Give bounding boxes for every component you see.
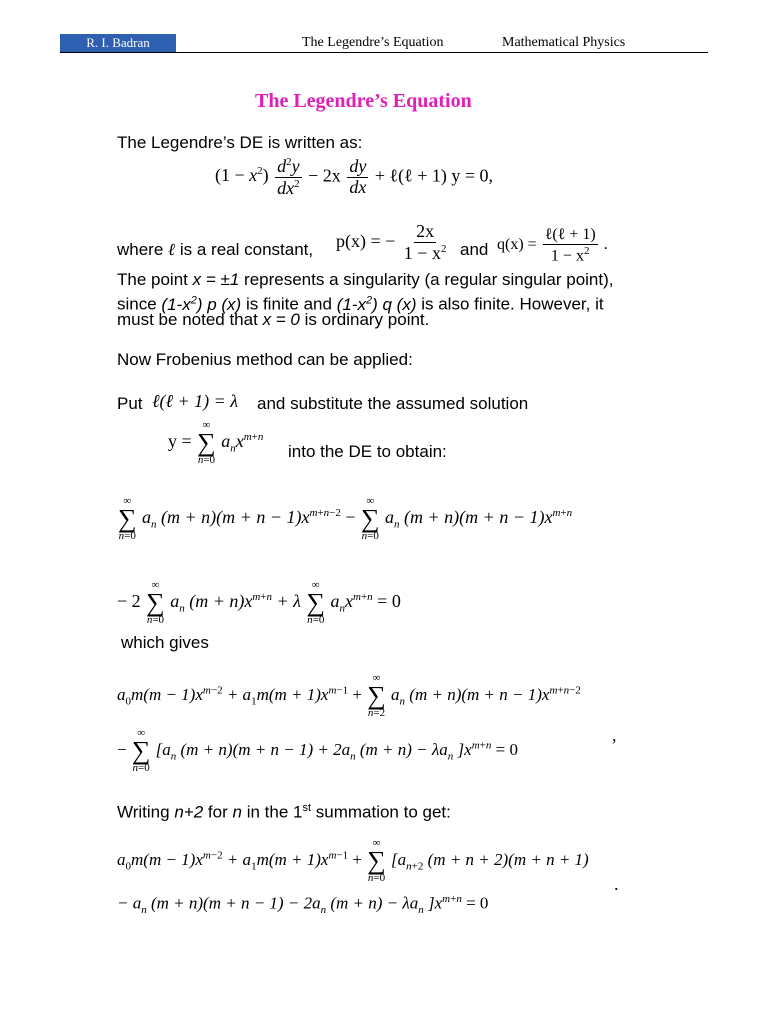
which-gives-text: which gives xyxy=(121,633,209,652)
eq4-comma: , xyxy=(612,725,617,745)
series-equation-4: − ∞ ∑ n=0 [$a_n$ $(m + n)(m + n - 1) + 2a_n$ $(m + n) - \lambda a_n$ ]$x^{m+n} = 0$ xyxy=(117,727,518,774)
series-equation-3: $a_0m(m - 1)x^{m-2} + a_1m(m + 1)x^{m-1}$ + ∞ ∑ n=2 $a_n$ $(m + n)(m + n - 1)x^{m+n-2}$ xyxy=(117,672,581,719)
page-title: The Legendre’s Equation xyxy=(255,90,472,112)
header-author: R. I. Badran xyxy=(60,34,176,52)
singularity-line-2: since $(1-x^2)$ p (x) is finite and $(1-x^2)$ q (x) is also finite. However, it xyxy=(117,294,604,314)
singularity-line-3: must be noted that x = 0 is ordinary point. xyxy=(117,310,430,329)
q-definition: q(x) = $\frac{\text{ℓ(ℓ + 1)}}{1 - x^2}$ . xyxy=(497,226,608,264)
header-subject: Mathematical Physics xyxy=(502,35,626,50)
assumed-solution: y = ∞ ∑ n=0 $a_nx^{m+n}$ xyxy=(168,419,264,466)
series-equation-6: − $a_n$ $(m + n)(m + n - 1) - 2a_n$ $(m + n) - \lambda a_n$ ]$x^{m+n} = 0$ xyxy=(117,893,489,917)
header-rule xyxy=(60,52,708,53)
p-definition: p(x) = − $\frac{2x}{1 - x^2}$ xyxy=(336,221,447,263)
substitute-text: and substitute the assumed solution xyxy=(257,394,529,413)
series-equation-5: $a_0m(m - 1)x^{m-2} + a_1m(m + 1)x^{m-1}$ + ∞ ∑ n=0 [$a_{n+2}$ (m + n + 2)(m + n + 1) xyxy=(117,837,589,884)
series-equation-2: − 2 ∞ ∑ n=0 $a_n$ $(m + n)x^{m+n} + \lambda$ ∞ ∑ n=0 $a_nx^{m+n} = 0$ xyxy=(117,579,401,626)
into-text: into the DE to obtain: xyxy=(288,442,447,461)
singularity-line-1: The point x = ±1 represents a singularity (a regular singular point), xyxy=(117,270,614,289)
writing-text: Writing n+2 for n in the 1st summation to get: xyxy=(117,802,451,822)
and-text: and xyxy=(460,240,489,259)
legendre-de: $(1 - x^2)$ $\frac{d^2y}{dx^2}$ − 2x $\frac{dy}{dx}$ + ℓ(ℓ + 1) y = 0, xyxy=(215,156,493,198)
where-line: where ℓ is a real constant, xyxy=(117,240,314,259)
eq5-period: . xyxy=(614,874,619,894)
header-title: The Legendre’s Equation xyxy=(302,35,444,50)
put-text: Put xyxy=(117,394,143,413)
frobenius-text: Now Frobenius method can be applied: xyxy=(117,350,413,369)
lambda-definition: ℓ(ℓ + 1) = λ xyxy=(152,391,239,411)
intro-text: The Legendre’s DE is written as: xyxy=(117,133,363,152)
series-equation-1: ∞ ∑ n=0 $a_n$ $(m + n)(m + n - 1)x^{m+n-2}$ − ∞ ∑ n=0 $a_n$ $(m + n)(m + n - 1)x^{m+n}$ xyxy=(118,495,573,542)
